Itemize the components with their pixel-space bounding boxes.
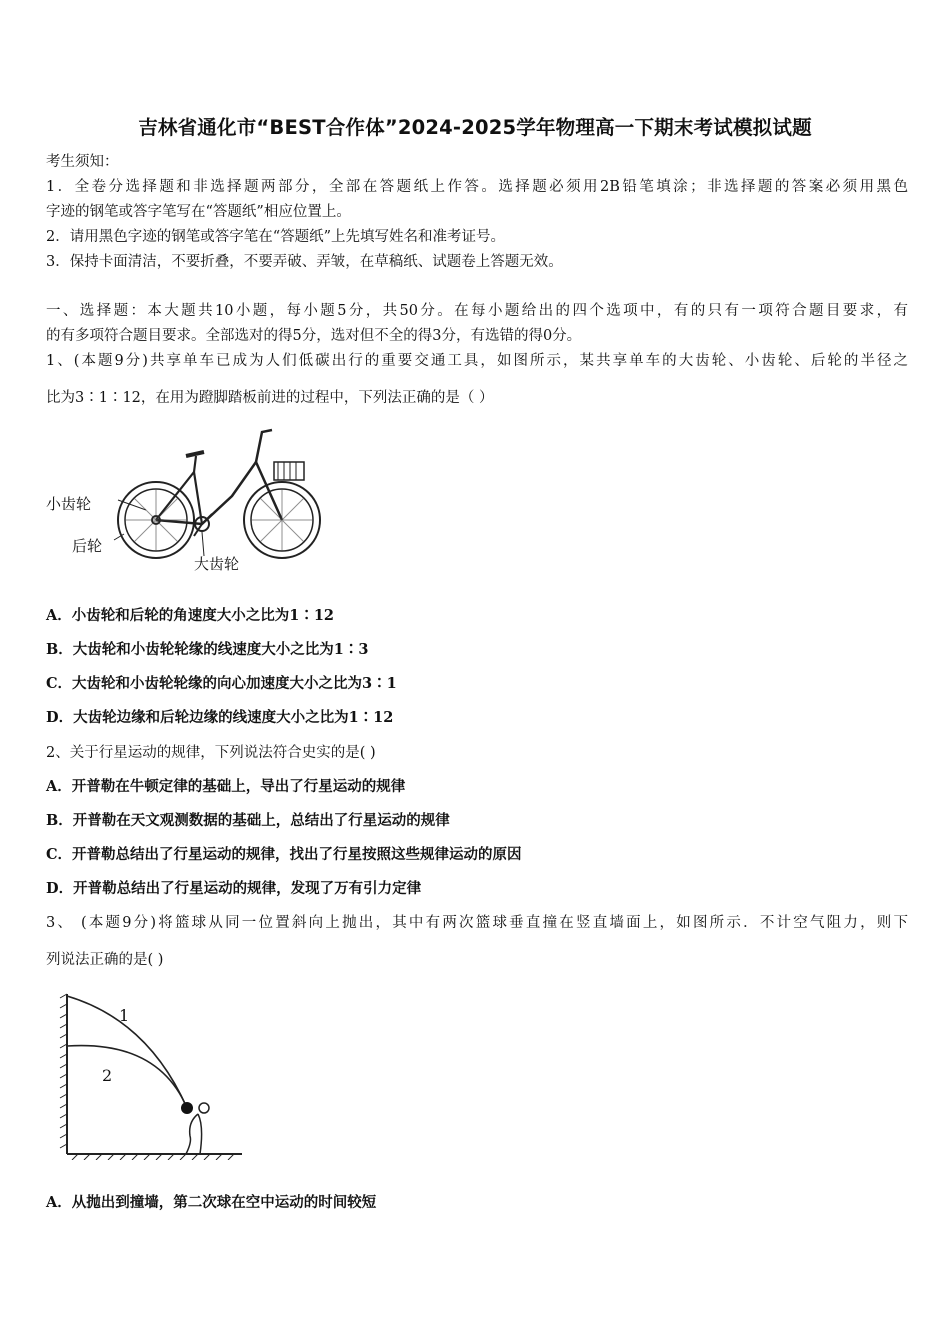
q2-option-c: C．开普勒总结出了行星运动的规律，找出了行星按照这些规律运动的原因 — [46, 846, 522, 863]
page-title: 吉林省通化市“BEST合作体”2024-2025学年物理高一下期末考试模拟试题 — [138, 116, 812, 139]
section-intro-1: 一、选择题：本大题共10小题，每小题5分，共50分。在每小题给出的四个选项中，有的只有一项符合题目要求，有 — [46, 303, 908, 319]
q2-option-d: D．开普勒总结出了行星运动的规律，发现了万有引力定律 — [46, 880, 422, 897]
q1-option-d: D．大齿轮边缘和后轮边缘的线速度大小之比为1∶12 — [46, 709, 394, 726]
notice-heading: 考生须知： — [46, 154, 119, 170]
q1-option-c: C．大齿轮和小齿轮轮缘的向心加速度大小之比为3∶1 — [46, 675, 397, 692]
q2-option-b: B．开普勒在天文观测数据的基础上，总结出了行星运动的规律 — [46, 812, 450, 829]
q3-option-a: A．从抛出到撞墙，第二次球在空中运动的时间较短 — [46, 1194, 377, 1211]
label-small-gear: 小齿轮 — [46, 495, 92, 513]
q1-stem-2: 比为3∶1∶12，在用为蹬脚踏板前进的过程中，下列法正确的是（ ） — [46, 390, 494, 406]
basketball-figure — [58, 990, 248, 1160]
section-intro-2: 的有多项符合题目要求。全部选对的得5分，选对但不全的得3分，有选错的得0分。 — [46, 328, 582, 344]
q1-option-b: B．大齿轮和小齿轮轮缘的线速度大小之比为1∶3 — [46, 641, 369, 658]
trajectory-2 — [67, 1046, 187, 1108]
q1-option-a: A．小齿轮和后轮的角速度大小之比为1∶12 — [46, 607, 335, 624]
q2-stem: 2、关于行星运动的规律，下列说法符合史实的是( ) — [46, 745, 376, 761]
label-path-1: 1 — [119, 1006, 130, 1025]
q2-option-a: A．开普勒在牛顿定律的基础上，导出了行星运动的规律 — [46, 778, 406, 795]
notice-item-1: 1．全卷分选择题和非选择题两部分，全部在答题纸上作答。选择题必须用2B铅笔填涂；非选择题的答案必须用黑色 — [46, 179, 908, 195]
q1-stem-1: 1、(本题9分)共享单车已成为人们低碳出行的重要交通工具，如图所示，某共享单车的大齿轮、小齿轮、后轮的半径之 — [46, 353, 908, 369]
notice-item-3: 3．保持卡面清洁，不要折叠，不要弄破、弄皱，在草稿纸、试题卷上答题无效。 — [46, 254, 563, 270]
ball-shape — [181, 1102, 193, 1114]
q3-stem-2: 列说法正确的是( ) — [46, 952, 164, 968]
q3-stem-1: 3、 (本题9分)将篮球从同一位置斜向上抛出，其中有两次篮球垂直撞在竖直墙面上，如图所示．不计空气阻力，则下 — [46, 915, 908, 931]
notice-item-2: 2．请用黑色字迹的钢笔或答字笔在“答题纸”上先填写姓名和准考证号。 — [46, 229, 506, 245]
notice-item-1-cont: 字迹的钢笔或答字笔写在“答题纸”相应位置上。 — [46, 204, 351, 220]
label-rear-wheel: 后轮 — [72, 537, 103, 555]
label-path-2: 2 — [102, 1066, 113, 1085]
label-big-gear: 大齿轮 — [194, 555, 240, 573]
